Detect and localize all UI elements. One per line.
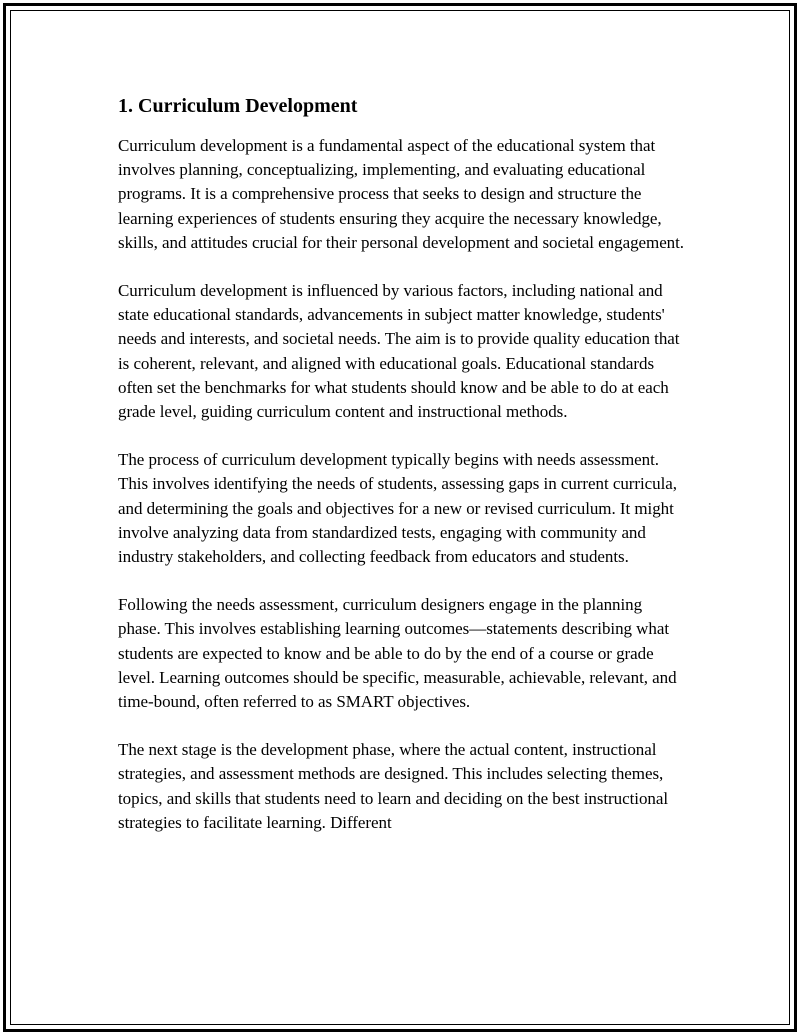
paragraph-3: The process of curriculum development typically begins with needs assessment. This involves identifying the needs of students, assessing gaps in current curricula, and determining the goals and objectives for a new or revised curriculum. It might involve analyzing data from standardized tests, engaging with community and industry stakeholders, and collecting feedback from educators and students. <box>118 450 677 567</box>
section-heading: 1. Curriculum Development <box>118 95 358 117</box>
paragraph-4: Following the needs assessment, curriculum designers engage in the planning phase. This involves establishing learning outcomes—statements describing what students are expected to know and be able to do by the end of a course or grade level. Learning outcomes should be specific, measurable, achievable, relevant, and time-bound, often referred to as SMART objectives. <box>118 595 677 712</box>
paragraph-5: The next stage is the development phase, where the actual content, instructional strategies, and assessment methods are designed. This includes selecting themes, topics, and skills that students need to learn and deciding on the best instructional strategies to facilitate learning. Different <box>118 740 669 832</box>
document-body <box>118 92 688 859</box>
paragraph-2: Curriculum development is influenced by various factors, including national and state educational standards, advancements in subject matter knowledge, students' needs and interests, and societal needs. The aim is to provide quality education that is coherent, relevant, and aligned with educational goals. Educational standards often set the benchmarks for what students should know and be able to do at each grade level, guiding curriculum content and instructional methods. <box>118 281 680 422</box>
paragraph-1: Curriculum development is a fundamental aspect of the educational system that involves planning, conceptualizing, implementing, and evaluating educational programs. It is a comprehensive process that seeks to design and structure the learning experiences of students ensuring they acquire the necessary knowledge, skills, and attitudes crucial for their personal development and societal engagement. <box>118 136 685 252</box>
